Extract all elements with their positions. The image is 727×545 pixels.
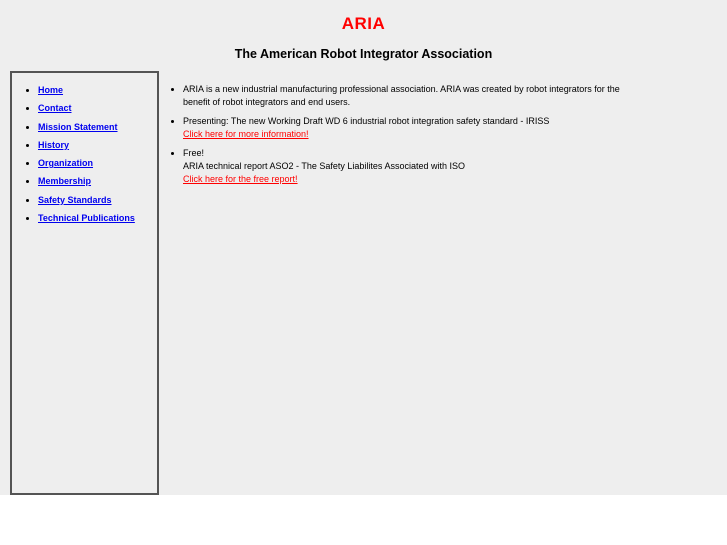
site-title: ARIA bbox=[341, 14, 386, 33]
more-information-link[interactable]: Click here for more information! bbox=[183, 128, 309, 139]
sidebar-item-organization bbox=[38, 158, 153, 169]
bullet-presenting bbox=[183, 115, 643, 140]
free-label: Free! bbox=[183, 148, 205, 159]
sidebar bbox=[10, 71, 159, 495]
sidebar-link-organization[interactable]: Organization bbox=[38, 158, 94, 168]
sidebar-link-technical-publications[interactable]: Technical Publications bbox=[38, 212, 135, 223]
content-area bbox=[0, 71, 727, 495]
sidebar-link-contact[interactable]: Contact bbox=[38, 103, 72, 114]
intro-text: ARIA is a new industrial manufacturing professional association. ARIA was created by robot integrators for the benefit of robot integrators and end users. bbox=[183, 84, 620, 107]
bullet-free-report bbox=[183, 147, 643, 185]
sidebar-link-membership[interactable]: Membership bbox=[38, 176, 92, 187]
sidebar-item-history bbox=[38, 140, 153, 151]
bullet-intro bbox=[183, 83, 643, 108]
sidebar-item-mission-statement bbox=[38, 122, 153, 133]
site-subtitle: The American Robot Integrator Association bbox=[234, 47, 493, 61]
sidebar-nav-list bbox=[12, 85, 157, 224]
sidebar-link-home[interactable]: Home bbox=[38, 85, 64, 95]
sidebar-item-safety-standards bbox=[38, 195, 153, 206]
sidebar-link-history[interactable]: History bbox=[38, 139, 70, 150]
free-report-text: ARIA technical report ASO2 - The Safety Liabilites Associated with ISO bbox=[183, 160, 465, 171]
sidebar-link-safety-standards[interactable]: Safety Standards bbox=[38, 194, 112, 205]
sidebar-link-mission-statement[interactable]: Mission Statement bbox=[38, 121, 118, 132]
free-report-link[interactable]: Click here for the free report! bbox=[183, 173, 298, 184]
presenting-text: Presenting: The new Working Draft WD 6 industrial robot integration safety standard - IRISS bbox=[183, 116, 550, 127]
sidebar-item-contact bbox=[38, 103, 153, 114]
below-page-whitespace bbox=[0, 495, 727, 545]
sidebar-item-membership bbox=[38, 176, 153, 187]
main-bullet-list bbox=[171, 83, 643, 185]
sidebar-item-home bbox=[38, 85, 153, 96]
main-content bbox=[171, 71, 717, 192]
sidebar-item-technical-publications bbox=[38, 213, 153, 224]
